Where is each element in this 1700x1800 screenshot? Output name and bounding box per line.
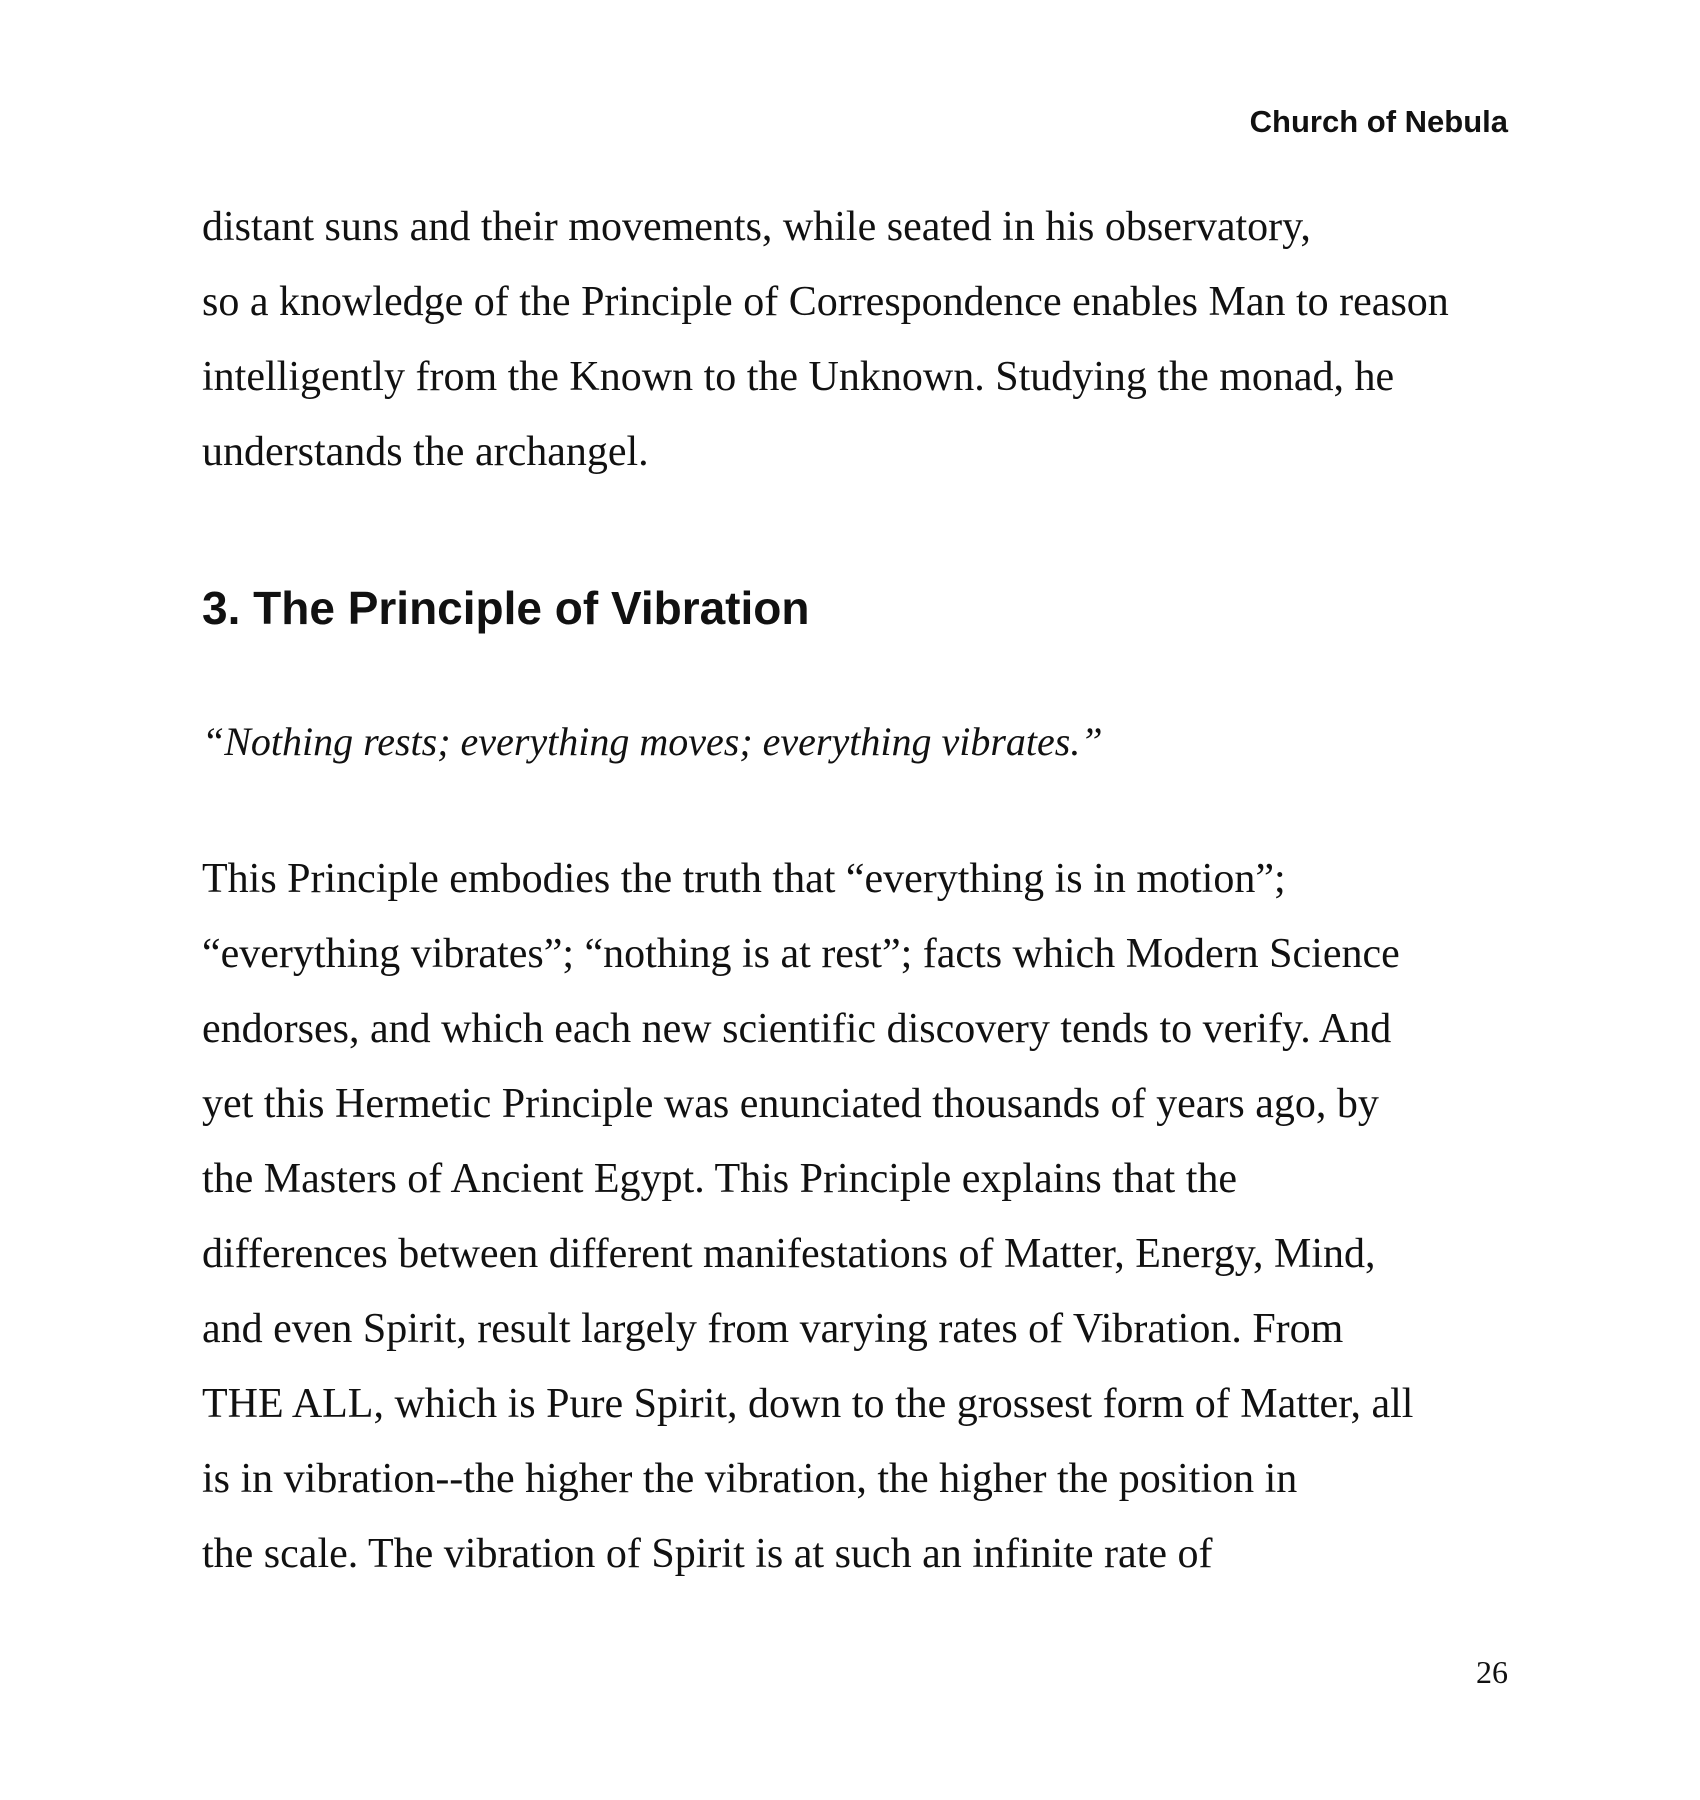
text-line: the Masters of Ancient Egypt. This Principle explains that the xyxy=(202,1156,1238,1202)
text-line: so a knowledge of the Principle of Correspondence enables Man to reason xyxy=(202,279,1449,325)
text-line: THE ALL, which is Pure Spirit, down to the grossest form of Matter, all xyxy=(202,1381,1414,1427)
epigraph-quote: “Nothing rests; everything moves; everything vibrates.” xyxy=(202,719,1103,764)
page-number: 26 xyxy=(1476,1654,1508,1690)
body-paragraph xyxy=(202,842,1522,1592)
text-line: differences between different manifestations of Matter, Energy, Mind, xyxy=(202,1231,1376,1277)
intro-paragraph xyxy=(202,190,1522,490)
text-line: endorses, and which each new scientific discovery tends to verify. And xyxy=(202,1006,1392,1052)
text-line: and even Spirit, result largely from varying rates of Vibration. From xyxy=(202,1306,1344,1352)
section-heading: 3. The Principle of Vibration xyxy=(202,582,810,634)
text-line: intelligently from the Known to the Unknown. Studying the monad, he xyxy=(202,354,1395,400)
text-line: distant suns and their movements, while seated in his observatory, xyxy=(202,204,1311,250)
text-line: “everything vibrates”; “nothing is at rest”; facts which Modern Science xyxy=(202,931,1400,977)
running-header: Church of Nebula xyxy=(1249,104,1508,139)
text-line: This Principle embodies the truth that “everything is in motion”; xyxy=(202,856,1286,902)
text-line: understands the archangel. xyxy=(202,429,649,475)
text-line: is in vibration--the higher the vibration, the higher the position in xyxy=(202,1456,1298,1502)
text-line: the scale. The vibration of Spirit is at such an infinite rate of xyxy=(202,1531,1213,1577)
text-line: yet this Hermetic Principle was enunciated thousands of years ago, by xyxy=(202,1081,1379,1127)
